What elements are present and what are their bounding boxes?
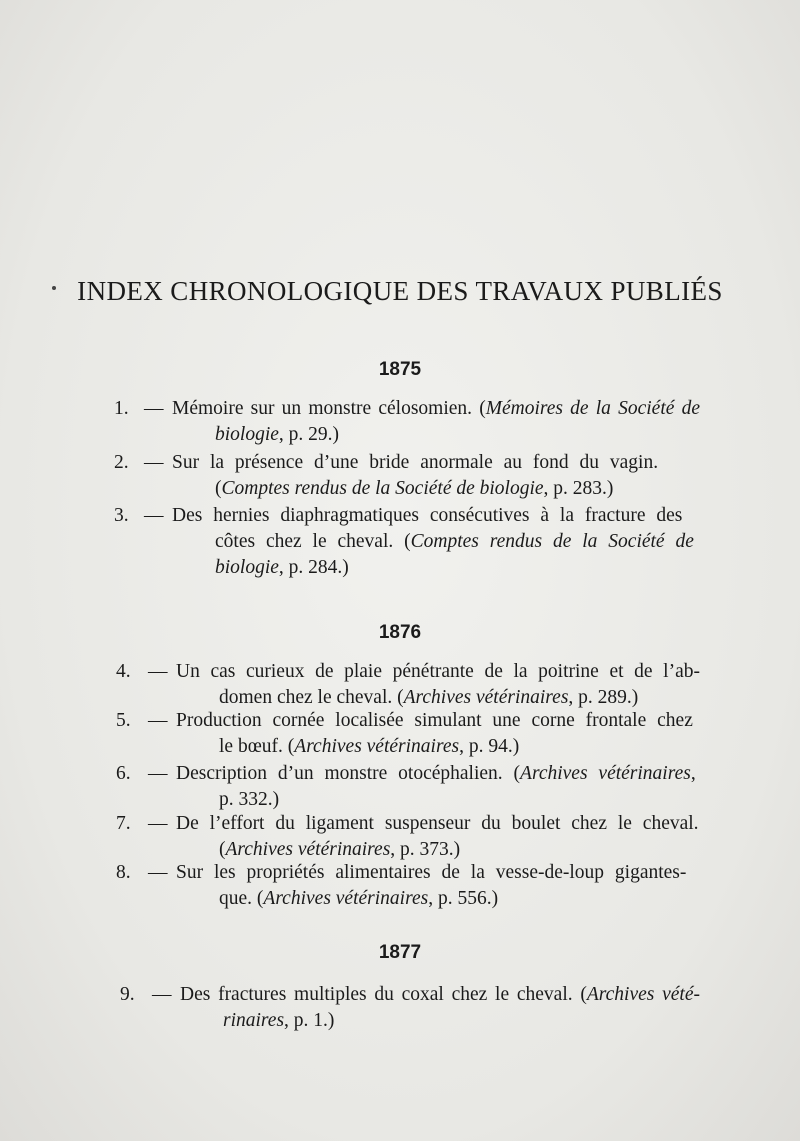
entry-text: Un cas curieux de plaie pénétrante de la poitrine et de l’ab- (176, 661, 700, 682)
entry-line (176, 660, 700, 684)
entry-line (176, 812, 699, 836)
citation-source: biologie (215, 557, 279, 578)
entry-dash: — (144, 398, 164, 419)
citation-source: Archives vétérinaires (294, 736, 460, 757)
entry-line (176, 861, 686, 885)
entry-text: Des fractures multiples du coxal chez le cheval. ( (180, 984, 587, 1005)
citation-source: Archives vétérinaires (263, 888, 429, 909)
entry-text: , p. 284.) (278, 557, 349, 578)
entry-dash: — (148, 813, 168, 834)
entry-text: De l’effort du ligament suspenseur du boulet chez le cheval. (176, 813, 699, 834)
citation-source: Archives vétérinaires (520, 763, 691, 784)
entry-text: ( (215, 478, 222, 499)
entry-dash: — (144, 452, 164, 473)
entry-text: , p. 556.) (428, 888, 499, 909)
entry-text: ( (219, 839, 226, 860)
entry-number: 2. (114, 452, 129, 473)
entry-text: côtes chez le cheval. ( (215, 531, 411, 552)
entry-text: Mémoire sur un monstre célosomien. ( (172, 398, 486, 419)
year-heading-1877: 1877 (378, 942, 422, 963)
entry-line (215, 423, 339, 447)
entry-text: , (690, 763, 696, 784)
entry-line (176, 709, 693, 733)
citation-source: Archives vétérinaires (225, 839, 391, 860)
entry-line (176, 762, 696, 786)
entry-text: domen chez le cheval. ( (219, 687, 404, 708)
entry-text: , p. 373.) (390, 839, 461, 860)
entry-line (219, 735, 519, 759)
entry-dash: — (148, 763, 168, 784)
entry-number: 6. (116, 763, 131, 784)
entry-line (223, 1009, 334, 1033)
entry-number: 5. (116, 710, 131, 731)
citation-source: Comptes rendus de la Société de (410, 531, 694, 552)
entry-text: , p. 283.) (543, 478, 614, 499)
entry-number: 3. (114, 505, 129, 526)
entry-dash: — (148, 661, 168, 682)
entry-line (172, 504, 682, 528)
entry-text: le bœuf. ( (219, 736, 295, 757)
entry-dash: — (148, 862, 168, 883)
entry-text: , p. 1.) (284, 1010, 335, 1031)
citation-source: Archives vété- (586, 984, 700, 1005)
entry-dash: — (144, 505, 164, 526)
entry-line (219, 686, 638, 710)
entry-text: Sur la présence d’une bride anormale au fond du vagin. (172, 452, 659, 473)
entry-line (172, 397, 700, 421)
entry-text: que. ( (219, 888, 264, 909)
citation-source: biologie (215, 424, 279, 445)
year-heading-1875: 1875 (378, 359, 422, 380)
entry-text: Description d’un monstre otocéphalien. ( (176, 763, 521, 784)
entry-line (215, 556, 349, 580)
page-title: INDEX CHRONOLOGIQUE DES TRAVAUX PUBLIÉS (77, 276, 723, 306)
entry-number: 4. (116, 661, 131, 682)
citation-source: Mémoires de la Société de (485, 398, 700, 419)
entry-number: 9. (120, 984, 135, 1005)
entry-line (219, 788, 279, 812)
citation-source: rinaires (223, 1010, 285, 1031)
entry-line (215, 530, 694, 554)
entry-text: Production cornée localisée simulant une corne frontale chez (176, 710, 693, 731)
entry-text: p. 332.) (219, 789, 280, 810)
entry-dash: — (152, 984, 172, 1005)
entry-text: Des hernies diaphragmatiques consécutives à la fracture des (172, 505, 683, 526)
citation-source: Archives vétérinaires (403, 687, 569, 708)
entry-text: , p. 289.) (568, 687, 639, 708)
entry-text: Sur les propriétés alimentaires de la vesse-de-loup gigantes- (176, 862, 687, 883)
entry-text: , p. 94.) (459, 736, 520, 757)
entry-dash: — (148, 710, 168, 731)
entry-line (215, 477, 613, 501)
citation-source: Comptes rendus de la Société de biologie (221, 478, 544, 499)
entry-text: , p. 29.) (278, 424, 340, 445)
year-heading-1876: 1876 (378, 622, 422, 643)
entry-line (219, 838, 460, 862)
entry-line (180, 983, 700, 1007)
entry-number: 8. (116, 862, 131, 883)
entry-line (172, 451, 658, 475)
entry-line (219, 887, 498, 911)
entry-number: 1. (114, 398, 129, 419)
entry-number: 7. (116, 813, 131, 834)
